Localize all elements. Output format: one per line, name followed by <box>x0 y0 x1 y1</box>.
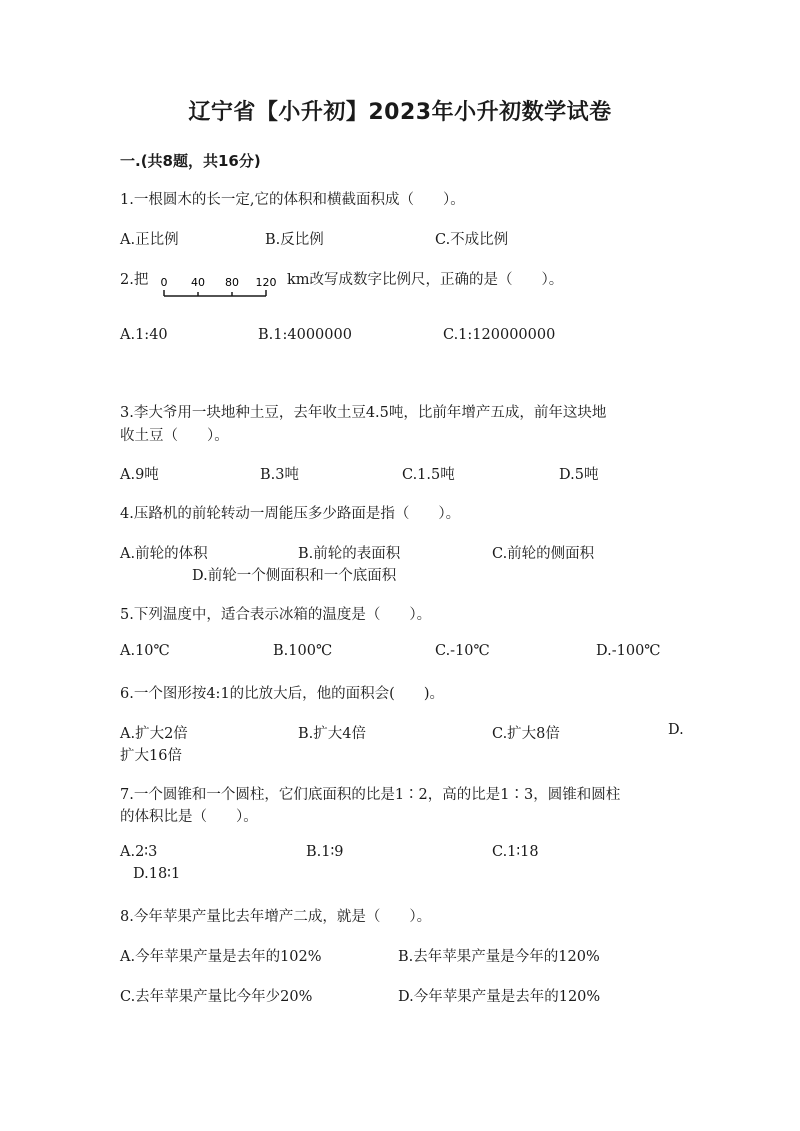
q1-option-c: C.不成比例 <box>435 232 509 248</box>
q4-option-c: C.前轮的侧面积 <box>492 546 595 562</box>
question-2-prefix: 2.把 <box>120 272 149 288</box>
q8-option-c: C.去年苹果产量比今年少20% <box>120 989 313 1005</box>
q3-option-d: D.5吨 <box>559 467 599 483</box>
q2-option-b: B.1:4000000 <box>258 327 352 343</box>
scale-tick-80: 80 <box>225 276 239 289</box>
q6-option-a: A.扩大2倍 <box>120 726 188 742</box>
q4-option-a: A.前轮的体积 <box>120 546 208 562</box>
q3-option-b: B.3吨 <box>260 467 299 483</box>
q7-option-b: B.1∶9 <box>306 844 344 860</box>
q7-option-a: A.2∶3 <box>120 844 158 860</box>
question-5: 5.下列温度中，适合表示冰箱的温度是（ ）。 <box>120 607 432 623</box>
q6-option-b: B.扩大4倍 <box>298 726 366 742</box>
scale-tick-120: 120 <box>255 276 277 289</box>
section-heading: 一.(共8题，共16分) <box>120 152 261 170</box>
q2-option-c: C.1:120000000 <box>443 327 556 343</box>
q5-option-a: A.10℃ <box>120 643 170 659</box>
q8-option-b: B.去年苹果产量是今年的120% <box>398 949 600 965</box>
q3-option-a: A.9吨 <box>120 467 159 483</box>
q3-option-c: C.1.5吨 <box>402 467 455 483</box>
q4-option-b: B.前轮的表面积 <box>298 546 401 562</box>
q7-option-d: D.18∶1 <box>133 866 181 882</box>
question-7-line-2: 的体积比是（ ）。 <box>120 809 258 825</box>
scale-tick-40: 40 <box>191 276 205 289</box>
question-3-line-1: 3.李大爷用一块地种土豆，去年收土豆4.5吨，比前年增产五成，前年这块地 <box>120 405 607 421</box>
question-1: 1.一根圆木的长一定,它的体积和横截面积成（ ）。 <box>120 192 465 208</box>
q8-option-d: D.今年苹果产量是去年的120% <box>398 989 601 1005</box>
question-8: 8.今年苹果产量比去年增产二成，就是（ ）。 <box>120 909 432 925</box>
q5-option-b: B.100℃ <box>273 643 333 659</box>
scale-bar <box>162 272 278 302</box>
q7-option-c: C.1∶18 <box>492 844 539 860</box>
q4-option-d: D.前轮一个侧面积和一个底面积 <box>192 568 397 584</box>
q6-option-d: D. <box>668 722 684 738</box>
q5-option-c: C.-10℃ <box>435 643 490 659</box>
q1-option-b: B.反比例 <box>265 232 324 248</box>
q5-option-d: D.-100℃ <box>596 643 661 659</box>
question-3-line-2: 收土豆（ ）。 <box>120 428 229 444</box>
q1-option-a: A.正比例 <box>120 232 179 248</box>
scale-tick-0: 0 <box>160 276 168 289</box>
page-title: 辽宁省【小升初】2023年小升初数学试卷 <box>188 100 612 125</box>
question-4: 4.压路机的前轮转动一周能压多少路面是指（ ）。 <box>120 506 461 522</box>
question-7-line-1: 7.一个圆锥和一个圆柱，它们底面积的比是1∶2，高的比是1∶3，圆锥和圆柱 <box>120 787 621 803</box>
question-2-suffix: km改写成数字比例尺，正确的是（ ）。 <box>287 272 564 288</box>
q2-option-a: A.1:40 <box>120 327 168 343</box>
q6-option-d-continued: 扩大16倍 <box>120 748 182 764</box>
q8-option-a: A.今年苹果产量是去年的102% <box>120 949 322 965</box>
question-6: 6.一个图形按4:1的比放大后，他的面积会( )。 <box>120 686 444 702</box>
q6-option-c: C.扩大8倍 <box>492 726 560 742</box>
